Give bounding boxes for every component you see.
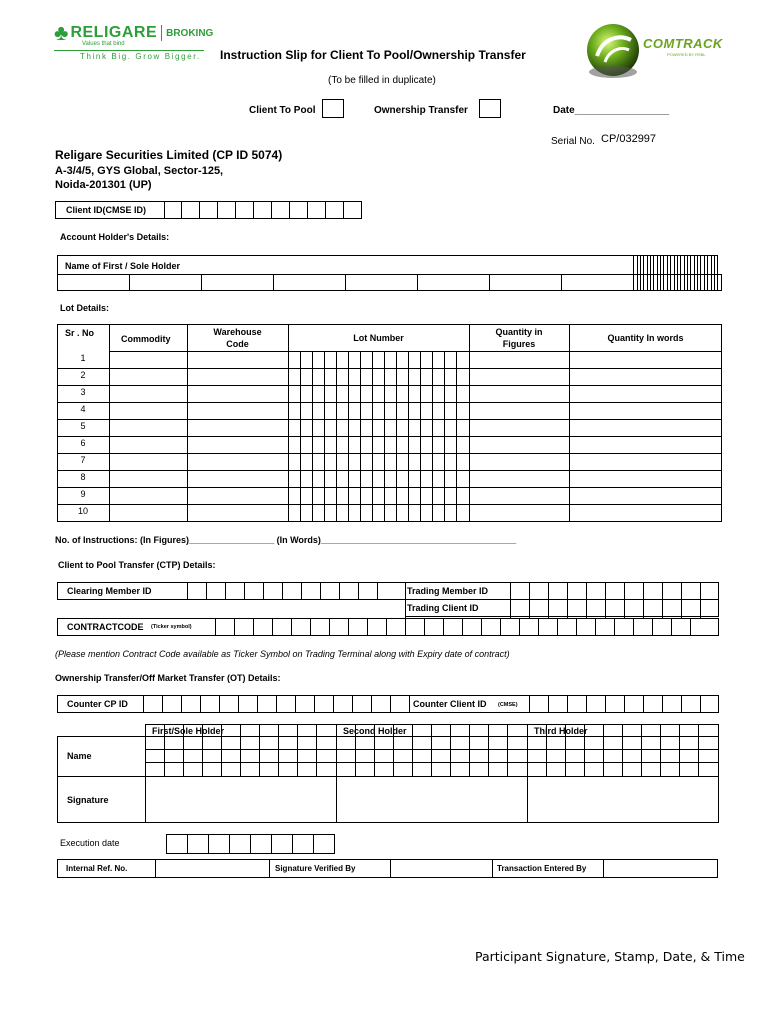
brand-sub: Values that bind	[82, 41, 125, 47]
ownership-transfer-label: Ownership Transfer	[374, 105, 468, 116]
internal-ref-label: Internal Ref. No.	[66, 864, 128, 873]
comtrack-text: COMTRACK	[643, 36, 723, 51]
lot-header-sr-no: Sr . No	[65, 328, 95, 338]
page-title: Instruction Slip for Client To Pool/Ownership Transfer	[220, 48, 526, 62]
transaction-entered-label: Transaction Entered By	[497, 864, 587, 873]
client-id-label-box	[55, 201, 165, 219]
brand-name: RELIGARE	[70, 24, 158, 41]
brand-division: BROKING	[166, 27, 214, 39]
client-id-label: Client ID(CMSE ID)	[66, 205, 146, 215]
execution-date-cells[interactable]	[166, 834, 335, 854]
counter-client-label: Counter Client ID	[413, 699, 487, 709]
counter-client-small: (CMSE)	[498, 702, 518, 708]
lot-row-number: 8	[80, 472, 86, 482]
holder-name-label-cell	[58, 256, 634, 275]
lot-table-lines	[57, 324, 722, 522]
lot-header-qty-figures-2: Figures	[502, 339, 536, 349]
ot-label: Ownership Transfer/Off Market Transfer (OT) Details:	[55, 673, 281, 683]
company-name: Religare Securities Limited (CP ID 5074)	[55, 148, 283, 162]
counter-cp-label: Counter CP ID	[67, 699, 128, 709]
no-of-instructions[interactable]: No. of Instructions: (In Figures)_________________ (In Words)_______________________________________	[55, 535, 517, 545]
serial-label: Serial No.	[551, 136, 595, 147]
serial-number: CP/032997	[601, 133, 657, 145]
client-to-pool-label: Client To Pool	[249, 105, 316, 116]
lot-header-warehouse-1: Warehouse	[213, 327, 262, 337]
clover-icon: ♣	[54, 20, 69, 45]
ctp-grid[interactable]	[57, 582, 719, 636]
first-holder-label: First/Sole Holder	[152, 726, 225, 736]
comtrack-logo	[583, 20, 723, 82]
comtrack-globe-icon	[583, 20, 645, 82]
account-holder-label: Account Holder's Details:	[60, 232, 170, 242]
lot-row-number: 7	[80, 455, 86, 465]
trading-client-label: Trading Client ID	[407, 603, 479, 613]
lot-header-commodity: Commodity	[121, 334, 171, 344]
signature-row-label: Signature	[67, 795, 109, 805]
lot-header-qty-figures-1: Quantity in	[495, 327, 543, 337]
client-to-pool-checkbox[interactable]	[322, 99, 344, 118]
ownership-transfer-checkbox[interactable]	[479, 99, 501, 118]
ot-grid[interactable]	[57, 695, 719, 823]
ctp-label: Client to Pool Transfer (CTP) Details:	[58, 560, 216, 570]
lot-row-number: 2	[80, 370, 86, 380]
company-address-line2: Noida-201301 (UP)	[55, 179, 152, 191]
execution-date-label: Execution date	[60, 838, 120, 848]
transaction-entered-input[interactable]	[604, 860, 716, 877]
lot-table	[57, 324, 722, 522]
holder-name-label: Name of First / Sole Holder	[65, 261, 181, 271]
lot-row-number: 9	[80, 489, 86, 499]
lot-header-lot-number: Lot Number	[353, 333, 404, 343]
lot-row-number: 1	[80, 353, 86, 363]
second-holder-label: Second Holder	[343, 726, 407, 736]
clearing-member-label: Clearing Member ID	[67, 586, 152, 596]
third-holder-label: Third Holder	[534, 726, 588, 736]
comtrack-sub: POWERED BY RSBL	[667, 52, 706, 57]
trading-member-label: Trading Member ID	[407, 586, 489, 596]
holder-name-grid[interactable]	[57, 255, 722, 291]
lot-row-number: 3	[80, 387, 86, 397]
signature-verified-input[interactable]	[391, 860, 491, 877]
lot-details-label: Lot Details:	[60, 303, 110, 313]
name-row-label: Name	[67, 751, 92, 761]
lot-row-number: 10	[77, 506, 88, 516]
lot-header-qty-words: Quantity In words	[607, 333, 684, 343]
signature-verified-label: Signature Verified By	[275, 864, 356, 873]
contract-code-label: CONTRACTCODE	[67, 622, 144, 632]
participant-signature-label: Participant Signature, Stamp, Date, & Time	[475, 949, 745, 964]
lot-header-warehouse-2: Code	[226, 339, 249, 349]
internal-ref-input[interactable]	[156, 860, 268, 877]
client-id-cells[interactable]	[164, 201, 362, 219]
lot-row-number: 6	[80, 438, 86, 448]
page-subtitle: (To be filled in duplicate)	[328, 75, 436, 86]
religare-logo	[54, 22, 213, 61]
company-address-line1: A-3/4/5, GYS Global, Sector-125,	[55, 165, 224, 177]
contract-code-small: (Ticker symbol)	[151, 624, 192, 630]
ot-grid-lines	[57, 695, 719, 823]
ctp-note: (Please mention Contract Code available as Ticker Symbol on Trading Terminal along with Expiry date of contract)	[55, 649, 510, 659]
date-field[interactable]: Date_________________	[553, 105, 670, 116]
lot-row-number: 4	[80, 404, 86, 414]
lot-row-number: 5	[80, 421, 86, 431]
brand-tagline: Think Big. Grow Bigger.	[80, 52, 201, 61]
